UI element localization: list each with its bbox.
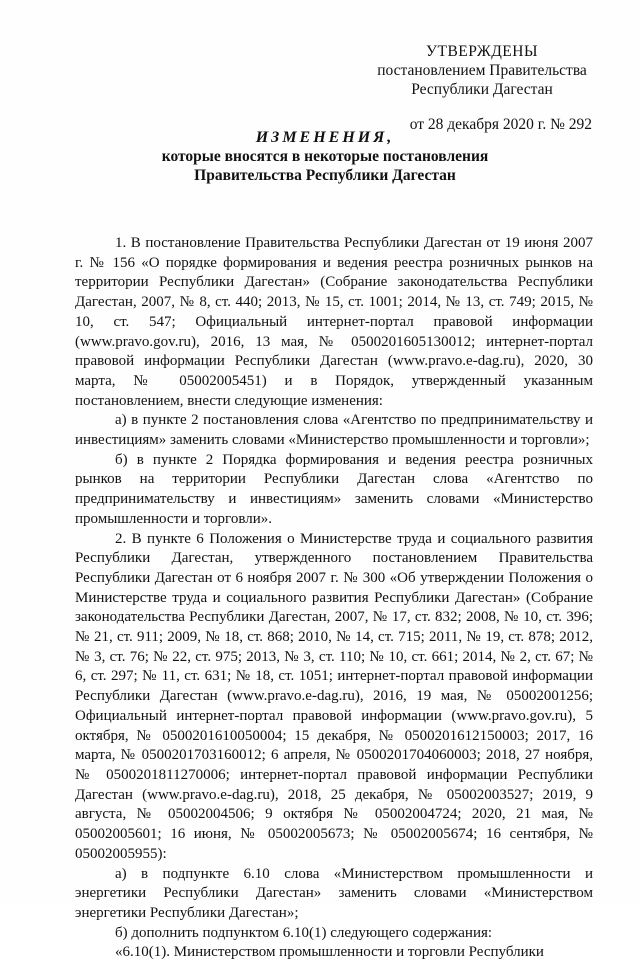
approval-date: от 28 декабря 2020 г. № 292 — [409, 116, 592, 133]
paragraph-1: 1. В постановление Правительства Республики Дагестан от 19 июня 2007 г. № 156 «О порядке формирования и ведения реестра розничных рынков на территории Республики Дагестан» (Собрание законодательства Республики Дагестан, 2007, № 8, ст. 440; 2013, № 15, ст. 1001; 2014, № 13, ст. 749; 2015, № 10, ст. 547; Официальный интернет-портал правовой информации (www.pravo.gov.ru), 2016, 13 мая, № 0500201605130012; интернет-портал правовой информации Республики Дагестан (www.pravo.e-dag.ru), 2020, 30 марта, № 05002005451) и в Порядок, утвержденный указанным постановлением, внести следующие изменения: — [75, 235, 593, 409]
paragraph-2a: а) в подпункте 6.10 слова «Министерством промышленности и энергетики Республики Дагестан» заменить словами «Министерством энергетики Республики Дагестан»; — [75, 865, 593, 921]
title-line-1: которые вносятся в некоторые постановления — [161, 148, 489, 165]
title-line-2: Правительства Республики Дагестан — [194, 167, 456, 184]
paragraph-2: 2. В пункте 6 Положения о Министерстве труда и социального развития Республики Дагестан, утвержденного постановлением Правительства Республики Дагестан от 6 ноября 2007 г. № 300 «Об утверждении Положения о Министерстве труда и социального развития Республики Дагестан» (Собрание законодательства Республики Дагестан, 2007, № 17, ст. 832; 2008, № 10, ст. 396; № 21, ст. 911; 2009, № 18, ст. 868; 2010, № 14, ст. 715; 2011, № 19, ст. 878; 2012, № 3, ст. 76; № 22, ст. 975; 2013, № 3, ст. 110; № 10, ст. 661; 2014, № 2, ст. 67; № 6, ст. 297; № 11, ст. 631; № 18, ст. 1051; интернет-портал правовой информации Республики Дагестан (www.pravo.e-dag.ru), 2016, 19 мая, № 05002001256; Официальный интернет-портал правовой информации (www.pravo.gov.ru), 5 октября, № 0500201610050004; 15 декабря, № 0500201612150003; 2017, 16 марта, № 0500201703160012; 6 апреля, № 0500201704060003; 2018, 27 ноября, № 0500201811270006; интернет-портал правовой информации Республики Дагестан (www.pravo.e-dag.ru), 2018, 25 декабря, № 05002003527; 2019, 9 августа, № 05002004506; 9 октября № 05002004724; 2020, 21 мая, № 05002005601; 16 июня, № 05002005673; № 05002005674; 16 сентября, № 05002005955): — [75, 530, 593, 862]
document-body — [75, 234, 593, 963]
title-caps: ИЗМЕНЕНИЯ, — [255, 129, 395, 146]
paragraph-1b: б) в пункте 2 Порядка формирования и ведения реестра розничных рынков на территории Республики Дагестан слова «Агентство по предпринимательству и инвестициям» заменить словами «Министерство промышленности и торговли». — [75, 451, 593, 527]
paragraph-2b: б) дополнить подпунктом 6.10(1) следующего содержания: — [115, 924, 493, 941]
approval-line-1: постановлением Правительства — [377, 62, 587, 79]
document-title — [60, 128, 590, 185]
approval-stamp — [372, 42, 592, 134]
approval-line-2: Республики Дагестан — [411, 81, 553, 98]
approval-heading: УТВЕРЖДЕНЫ — [426, 43, 538, 60]
paragraph-2b-quote: «6.10(1). Министерством промышленности и торговли Республики — [115, 944, 544, 961]
paragraph-1a: а) в пункте 2 постановления слова «Агентство по предпринимательству и инвестициям» заменить словами «Министерство промышленности и торговли»; — [75, 412, 593, 449]
